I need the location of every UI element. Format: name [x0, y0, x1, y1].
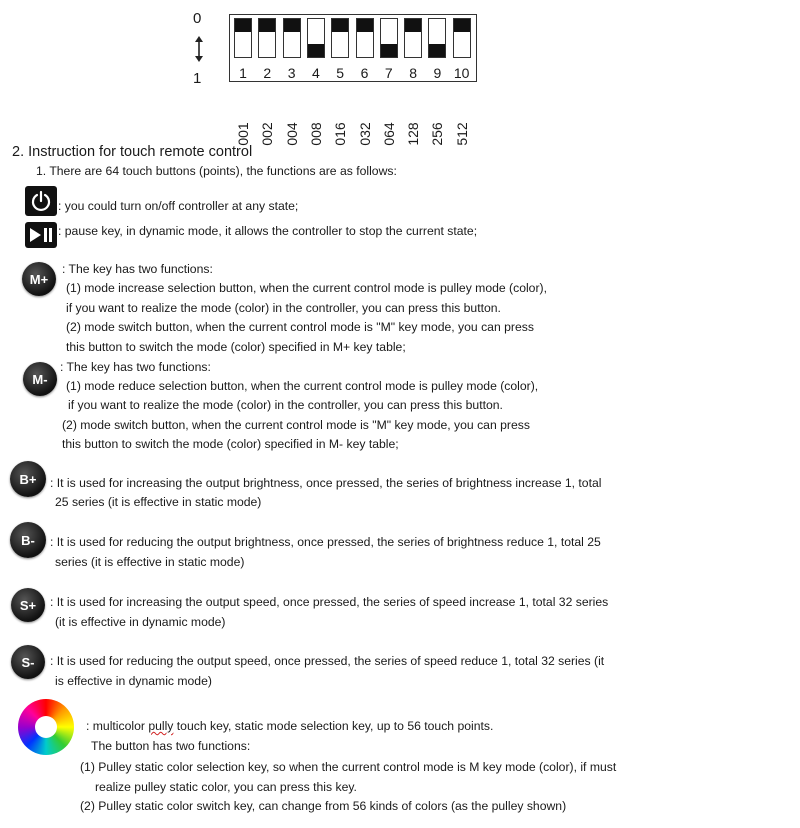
dip-switch-5 [331, 18, 349, 58]
dip-switch-value-text: 002 [259, 122, 276, 146]
dip-switch-number: 1 [239, 65, 247, 81]
dip-switch-panel [229, 14, 477, 146]
dip-switch-knob [429, 44, 445, 57]
dip-switch-8 [404, 18, 422, 58]
dip-switch-value [280, 115, 304, 153]
dip-switch-value [353, 115, 377, 153]
speed-plus-icon: S+ [11, 588, 45, 622]
dip-switch-value-text: 512 [453, 122, 470, 146]
dip-switch-value [450, 115, 474, 153]
color-wheel-line-2: The button has two functions: [91, 739, 251, 753]
dip-switch-value-text: 032 [356, 122, 373, 146]
dip-switch-number: 10 [453, 65, 470, 81]
dip-switch-knob [235, 19, 251, 32]
dip-switch-knob [357, 19, 373, 32]
brightness-minus-line-2: series (it is effective in static mode) [55, 555, 245, 569]
dip-switch-value [401, 115, 425, 153]
dip-switch-knob [381, 44, 397, 57]
dip-switch-number: 4 [311, 65, 320, 81]
dip-switch-number: 9 [433, 65, 442, 81]
color-wheel-line-3: (1) Pulley static color selection key, so when the current control mode is M key mode (color), if must [80, 760, 617, 774]
dip-switch-value [328, 115, 352, 153]
pause-key-description: : pause key, in dynamic mode, it allows the controller to stop the current state; [58, 224, 478, 238]
up-down-arrow-icon [193, 36, 205, 62]
mode-minus-line-3: if you want to realize the mode (color) in the controller, you can press this button. [68, 398, 503, 412]
dip-switch-number: 2 [263, 65, 272, 81]
dip-switch-knob [259, 19, 275, 32]
dip-switch-value-text: 001 [235, 122, 251, 146]
speed-minus-line-2: is effective in dynamic mode) [55, 674, 212, 688]
brightness-plus-line-1: : It is used for increasing the output brightness, once pressed, the series of brightness increase 1, total [50, 476, 602, 490]
mode-minus-line-2: (1) mode reduce selection button, when the current control mode is pulley mode (color), [66, 379, 539, 393]
dip-switch-number: 8 [409, 65, 417, 81]
dip-switch-value-text: 016 [332, 122, 349, 146]
dip-label-on: 1 [193, 70, 202, 87]
dip-switch-knob [332, 19, 348, 32]
brightness-plus-line-2: 25 series (it is effective in static mode) [55, 495, 262, 509]
dip-switch-2 [258, 18, 276, 58]
color-wheel-line-1-pre: : multicolor [86, 719, 149, 733]
color-wheel-line-1 [86, 717, 493, 736]
mode-plus-line-2: (1) mode increase selection button, when the current control mode is pulley mode (color), [66, 281, 547, 295]
dip-label-off: 0 [193, 10, 202, 27]
mode-minus-line-1: : The key has two functions: [60, 360, 211, 374]
dip-switch-knob [405, 19, 421, 32]
color-wheel-icon [18, 699, 74, 755]
dip-switch-4 [307, 18, 325, 58]
mode-plus-line-5: this button to switch the mode (color) specified in M+ key table; [66, 340, 406, 354]
speed-plus-line-2: (it is effective in dynamic mode) [55, 615, 226, 629]
color-wheel-line-1-post: touch key, static mode selection key, up to 56 touch points. [173, 719, 494, 733]
brightness-plus-icon: B+ [10, 461, 46, 497]
dip-switch-value [304, 115, 328, 153]
mode-plus-line-4: (2) mode switch button, when the current control mode is "M" key mode, you can press [66, 320, 534, 334]
dip-switch-9 [428, 18, 446, 58]
dip-switch-6 [356, 18, 374, 58]
color-wheel-line-5: (2) Pulley static color switch key, can change from 56 kinds of colors (as the pulley shown) [80, 799, 567, 813]
dip-switch-value-text: 128 [405, 122, 422, 146]
dip-switch-knob [284, 19, 300, 32]
dip-switch-value [377, 115, 401, 153]
dip-switch-number: 3 [287, 65, 296, 81]
mode-plus-icon: M+ [22, 262, 56, 296]
brightness-minus-icon: B- [10, 522, 46, 558]
dip-switch-1 [234, 18, 252, 58]
power-key-description: : you could turn on/off controller at any state; [58, 199, 299, 213]
dip-switch-3 [283, 18, 301, 58]
dip-switch-knob [308, 44, 324, 57]
dip-switch-7 [380, 18, 398, 58]
mode-minus-line-5: this button to switch the mode (color) specified in M- key table; [62, 437, 399, 451]
power-icon [25, 186, 57, 216]
speed-minus-icon: S- [11, 645, 45, 679]
play-pause-icon [25, 222, 57, 248]
section-intro: 1. There are 64 touch buttons (points), the functions are as follows: [36, 164, 397, 178]
dip-switch-value [255, 115, 279, 153]
dip-switch-number: 5 [336, 65, 345, 81]
dip-switch-value-text: 256 [429, 122, 446, 146]
dip-switch-value-text: 004 [283, 122, 300, 146]
dip-switch-10 [453, 18, 471, 58]
dip-switch-knob [454, 19, 470, 32]
mode-plus-line-1: : The key has two functions: [62, 262, 213, 276]
speed-minus-line-1: : It is used for reducing the output speed, once pressed, the series of speed reduce 1, total 32 series (it [50, 654, 605, 668]
dip-switch-value [425, 115, 449, 153]
section-heading: 2. Instruction for touch remote control [12, 144, 253, 160]
dip-switch-number: 7 [384, 65, 393, 81]
dip-switch-value-text: 064 [380, 122, 397, 146]
dip-switch-value-text: 008 [307, 122, 324, 146]
brightness-minus-line-1: : It is used for reducing the output brightness, once pressed, the series of brightness reduce 1, total 25 [50, 535, 601, 549]
mode-minus-line-4: (2) mode switch button, when the current control mode is "M" key mode, you can press [62, 418, 530, 432]
dip-switch-number: 6 [360, 65, 369, 81]
mode-minus-icon: M- [23, 362, 57, 396]
color-wheel-misspelled-word: pully [148, 719, 174, 733]
mode-plus-line-3: if you want to realize the mode (color) in the controller, you can press this button. [66, 301, 501, 315]
color-wheel-line-4: realize pulley static color, you can press this key. [95, 780, 357, 794]
speed-plus-line-1: : It is used for increasing the output speed, once pressed, the series of speed increase 1, total 32 series [50, 595, 609, 609]
